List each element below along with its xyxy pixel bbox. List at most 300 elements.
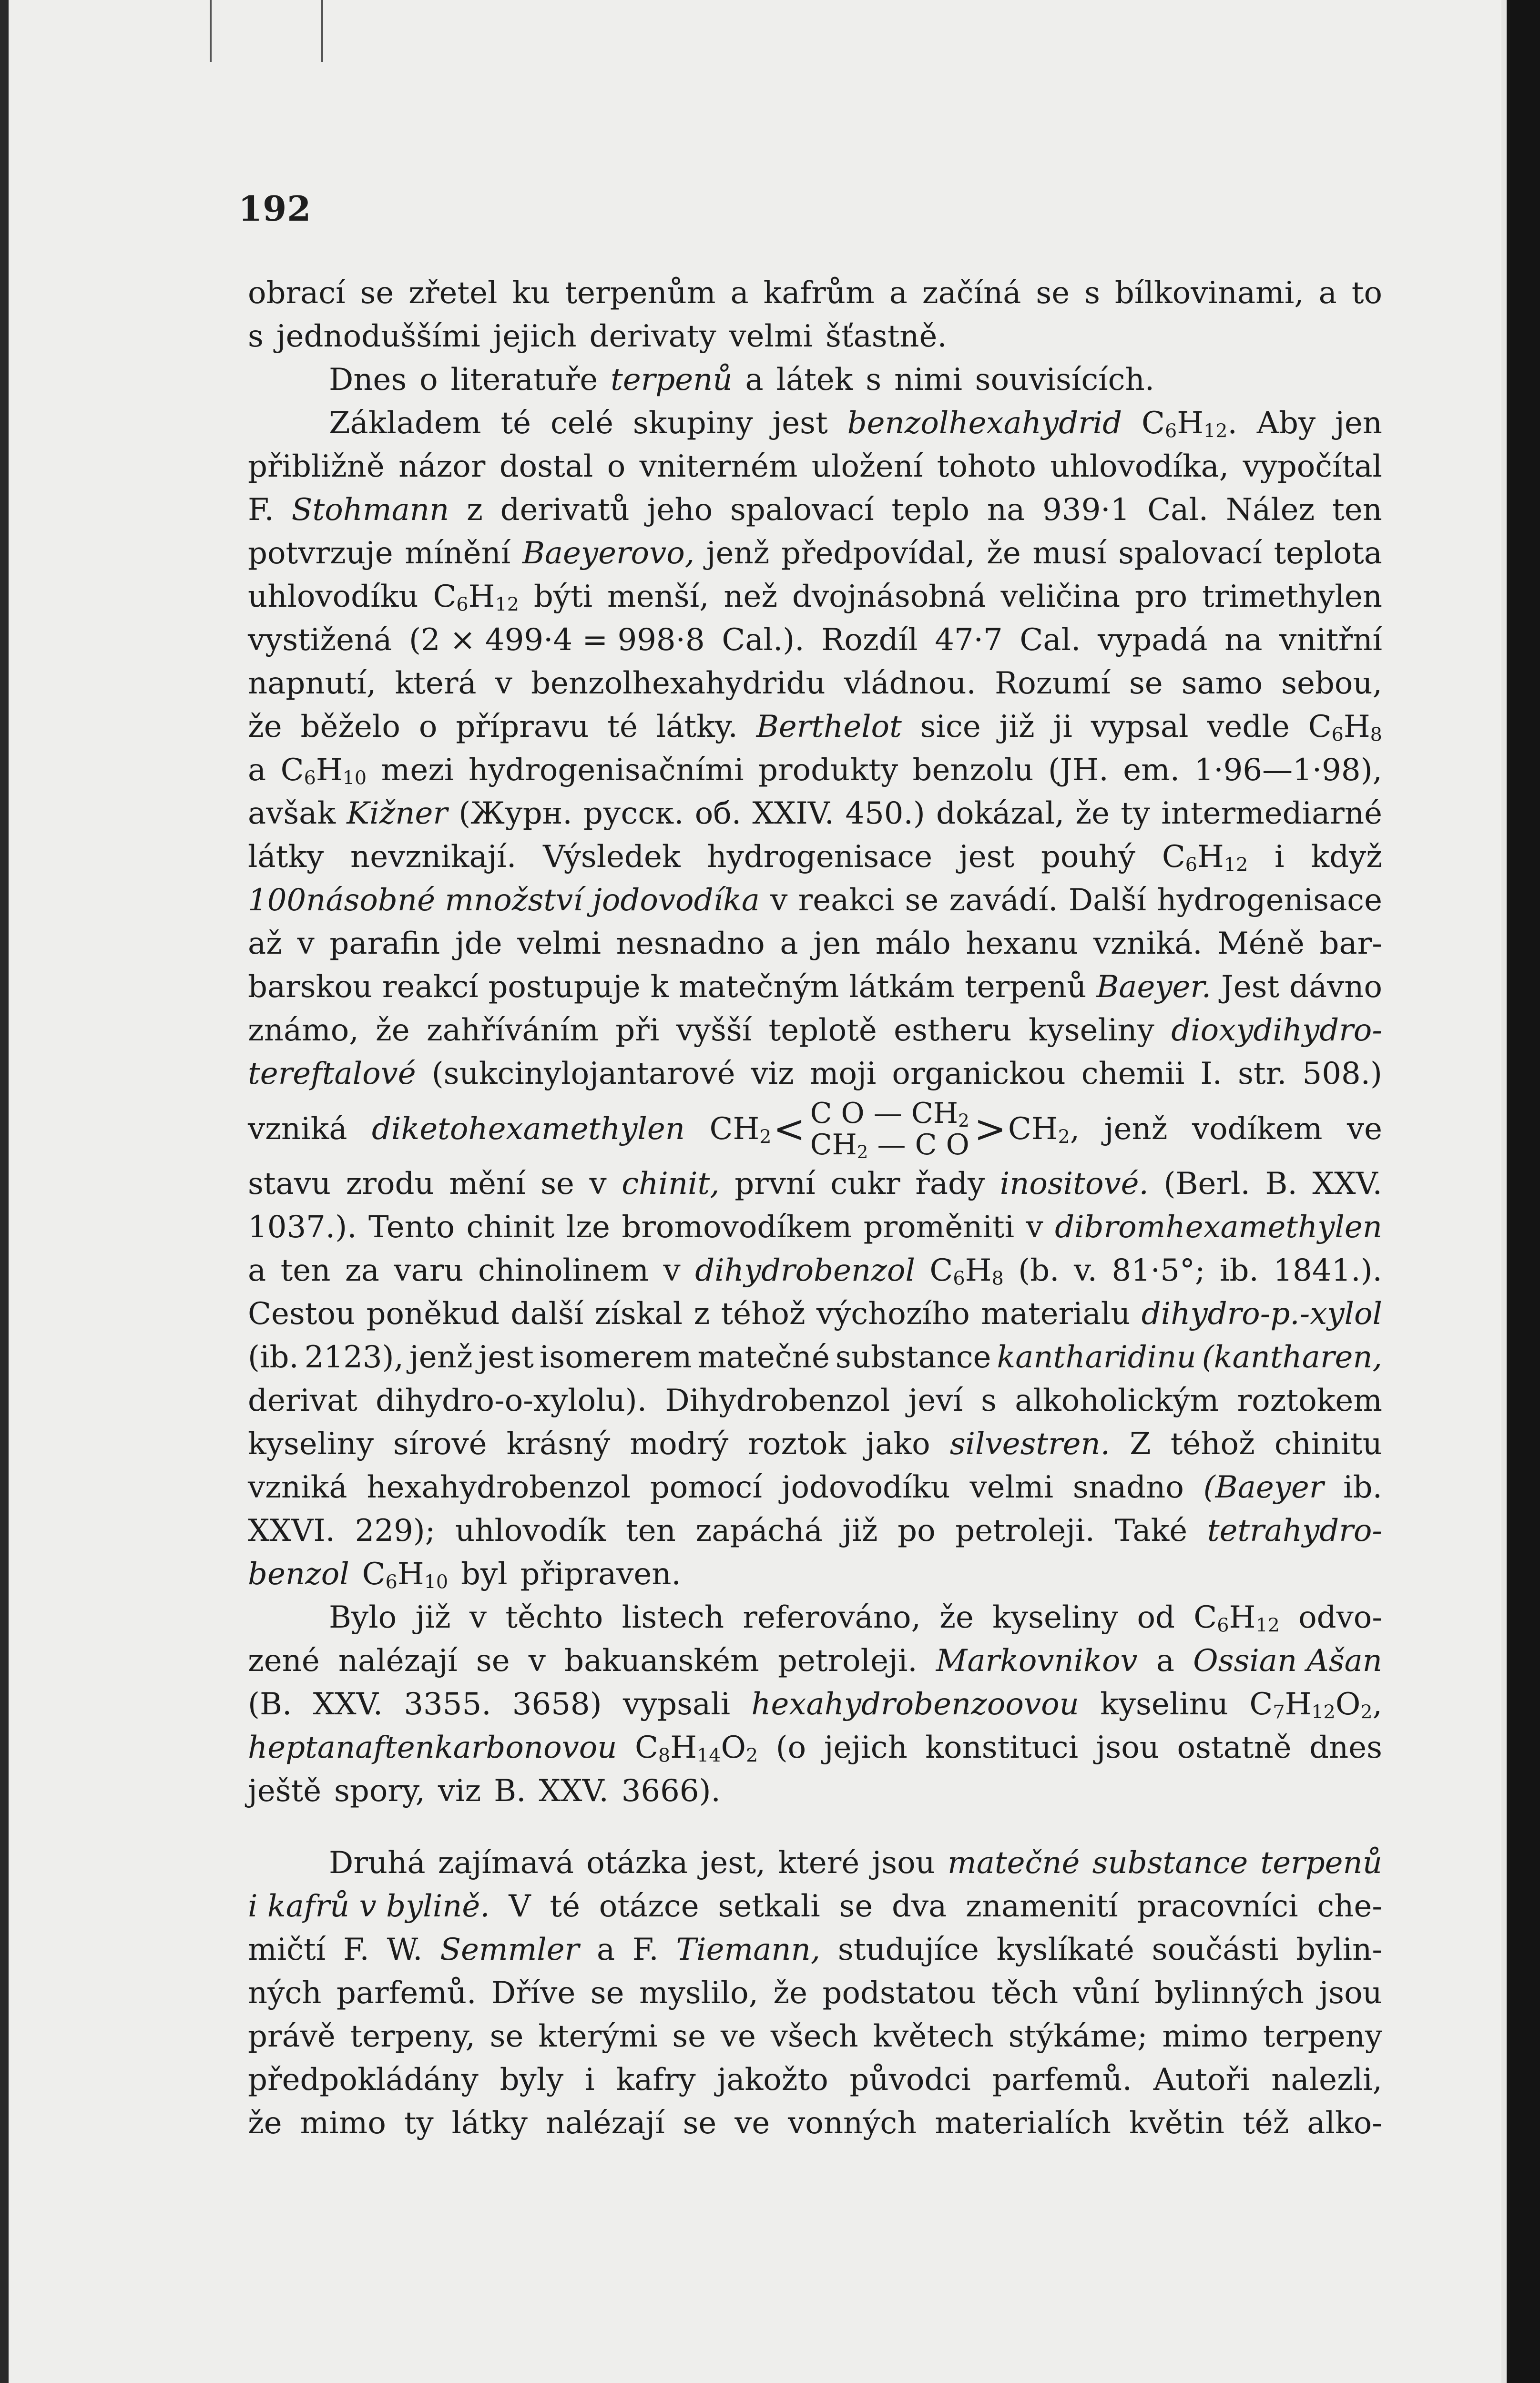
word: jednoduššími — [276, 319, 480, 354]
word: parfemů. — [336, 1976, 477, 2011]
word: kyseliny — [992, 1600, 1119, 1635]
word: i — [585, 2062, 595, 2098]
word-italic: (Baeyer — [1203, 1470, 1324, 1505]
word: vzniká — [248, 1111, 347, 1147]
word: ten — [1332, 492, 1382, 528]
text-line — [248, 272, 1382, 315]
formula-ch2-right: $CH_2$, — [1008, 1111, 1080, 1148]
word: B. — [494, 1773, 526, 1809]
word: (Berl. — [1163, 1166, 1250, 1202]
word-italic: Tiemann, — [676, 1932, 821, 1967]
word: běželo — [300, 709, 400, 744]
word: celé — [550, 406, 613, 441]
text-line — [248, 1466, 1382, 1509]
word: ib. — [1343, 1470, 1382, 1505]
word: derivaty — [589, 319, 716, 354]
word: ty — [1121, 796, 1151, 831]
word: Dihydrobenzol — [665, 1383, 890, 1418]
word: pouhý — [1040, 839, 1136, 875]
word: a — [745, 362, 764, 397]
word: Také — [1114, 1513, 1188, 1548]
word: při — [615, 1013, 660, 1048]
word: názor — [398, 449, 486, 484]
text-line — [248, 662, 1382, 705]
word: jenž — [1104, 1111, 1168, 1147]
word: že — [248, 709, 282, 744]
text-line — [248, 835, 1382, 879]
word: původci — [849, 2062, 971, 2098]
word-italic: benzol — [248, 1557, 349, 1592]
word: modrý — [630, 1426, 729, 1462]
word: která — [395, 666, 477, 701]
word: Jest — [1221, 969, 1280, 1005]
word: výchozího — [816, 1296, 970, 1332]
text-line — [248, 1972, 1382, 2015]
word: (ib. — [248, 1340, 299, 1375]
text-line — [248, 358, 1382, 402]
word: vonných — [788, 2106, 917, 2141]
word: se — [490, 2019, 524, 2054]
word: znamenití — [966, 1889, 1118, 1924]
text-line — [248, 402, 1382, 445]
word: v — [297, 926, 315, 961]
word: v — [495, 666, 512, 701]
word: snadno — [1072, 1470, 1184, 1505]
word: začíná — [922, 275, 1021, 311]
word: se — [905, 883, 939, 918]
word: reakci — [798, 883, 895, 918]
word: (o — [775, 1730, 806, 1765]
word: a — [1318, 275, 1337, 311]
formula-ch2-left: $CH_2$ — [709, 1111, 772, 1148]
text-line — [248, 489, 1382, 532]
word: řady — [915, 1166, 985, 1202]
word: derivat — [248, 1383, 357, 1418]
word: jodovodíku — [781, 1470, 950, 1505]
scan-edge-right — [1507, 0, 1540, 2383]
word: Z — [1130, 1426, 1151, 1462]
word-italic: chinit, — [622, 1166, 720, 1202]
word: trimethylen — [1202, 579, 1382, 614]
word: cukr — [830, 1166, 900, 1202]
word: benzolhexahydridu — [530, 666, 826, 701]
word: Aby — [1256, 406, 1316, 441]
word: Dříve — [491, 1976, 576, 2011]
word: referováno, — [743, 1600, 921, 1635]
text-line — [248, 1379, 1382, 1423]
word: se — [360, 275, 394, 311]
word: a — [730, 275, 749, 311]
word: organickou — [892, 1056, 1066, 1091]
word: samo — [1181, 666, 1263, 701]
word: uhlovodíka, — [1050, 449, 1229, 484]
word: vzniká — [248, 1470, 347, 1505]
word: mínění — [405, 536, 511, 571]
word: kafrům — [763, 275, 875, 311]
word: vůní — [1073, 1976, 1140, 2011]
word: jest — [772, 406, 828, 441]
word: též — [1243, 2106, 1289, 2141]
word-italic: tereftalové — [248, 1056, 416, 1091]
word: nesnadno — [616, 926, 765, 961]
word: vodíkem — [1192, 1111, 1323, 1147]
word: uložení — [811, 449, 923, 484]
word: a — [889, 275, 908, 311]
word: v — [528, 1643, 546, 1679]
text-line — [248, 1683, 1382, 1726]
word-italic: Semmler — [440, 1932, 580, 1967]
word-italic: dihydrobenzol — [695, 1253, 915, 1288]
word: vzniká. — [1093, 926, 1203, 961]
word-italic: inositové. — [999, 1166, 1149, 1202]
word: otázka — [586, 1845, 688, 1881]
word: materialích — [935, 2106, 1112, 2141]
word: na — [1224, 622, 1263, 658]
text-line — [248, 2058, 1382, 2102]
word: studujíce — [837, 1932, 979, 1967]
word: V — [509, 1889, 531, 1924]
word-italic: Markovnikov — [936, 1643, 1138, 1679]
word: ještě — [248, 1773, 322, 1809]
word: nimi — [894, 362, 962, 397]
word: již — [842, 1513, 878, 1548]
word-italic: Ossian Ašan — [1193, 1643, 1382, 1679]
word: za — [345, 1253, 379, 1288]
word-italic: dibromhexamethylen — [1055, 1210, 1382, 1245]
word: Druhá — [329, 1845, 426, 1881]
word: terpeny, — [350, 2019, 475, 2054]
word: postupuje — [488, 969, 641, 1005]
word: té — [500, 406, 531, 441]
word: Autoři — [1153, 2062, 1250, 2098]
word: viz — [438, 1773, 481, 1809]
word: květin — [1129, 2106, 1225, 2141]
word: XXIV. — [752, 796, 835, 831]
word: 47·7 — [935, 622, 1003, 658]
word: sírové — [393, 1426, 487, 1462]
word: bylinných — [1154, 1976, 1304, 2011]
word: 1·96—1·98), — [1194, 753, 1382, 788]
word: menší, — [607, 579, 709, 614]
word: kafry — [616, 2062, 696, 2098]
chemical-formula — [710, 1096, 1080, 1162]
word: z — [694, 1296, 710, 1332]
word: roztok — [748, 1426, 846, 1462]
word: bakuanském — [564, 1643, 759, 1679]
word: petroleji. — [777, 1643, 918, 1679]
word: součásti — [1152, 1932, 1279, 1967]
word: o — [607, 449, 626, 484]
word: mezi — [381, 753, 454, 788]
word: $C_6H_8$ — [1308, 709, 1382, 746]
word: a — [1156, 1643, 1174, 1679]
word: získal — [594, 1296, 683, 1332]
word: předpovídal, — [781, 536, 975, 571]
word: 3666). — [621, 1773, 721, 1809]
text-line — [248, 1162, 1382, 1206]
word: Cal. — [1020, 622, 1081, 658]
word-italic: dihydro-p.-xylol — [1141, 1296, 1382, 1332]
word: literatuře — [450, 362, 598, 397]
word: ve — [720, 2019, 756, 2054]
word: isomerem — [539, 1340, 692, 1375]
word-italic: Baeyerovo, — [522, 536, 695, 571]
word-italic: dioxydihydro- — [1171, 1013, 1382, 1048]
word: Cal. — [1147, 492, 1209, 528]
text-line — [248, 1249, 1382, 1293]
word: substance — [835, 1340, 991, 1375]
word: šťastně. — [826, 319, 947, 354]
word: zahříváním — [427, 1013, 599, 1048]
word: dnes — [1309, 1730, 1382, 1765]
word: které — [778, 1845, 860, 1881]
word: ty — [404, 2106, 434, 2141]
word: dvojnásobná — [792, 579, 986, 614]
word: B. — [1265, 1166, 1297, 1202]
word: 81·5°; — [1112, 1253, 1205, 1288]
word: nalézají — [338, 1643, 458, 1679]
word: $C_6H_{12}$ — [1162, 839, 1248, 876]
word: 1841.). — [1273, 1253, 1382, 1288]
scan-edge-left — [0, 0, 9, 2383]
word: se — [683, 2106, 717, 2141]
word: terpeny — [1263, 2019, 1382, 2054]
word: jest — [959, 839, 1015, 875]
word: vystižená — [248, 622, 392, 658]
word: $C_6H_{10}$ — [280, 753, 367, 789]
word: F. — [632, 1932, 659, 1967]
word: XXV. — [539, 1773, 609, 1809]
word: F. — [343, 1932, 369, 1967]
word: o — [418, 709, 438, 744]
word: to — [1351, 275, 1382, 311]
word: od — [1137, 1600, 1175, 1635]
word: hexahydrobenzol — [367, 1470, 631, 1505]
word: (sukcinylojantarové — [431, 1056, 735, 1091]
word: (2 × 499·4 = 998·8 — [408, 622, 705, 658]
word-italic: benzolhexahydrid — [847, 406, 1122, 441]
word: mění — [449, 1166, 526, 1202]
word: musí — [1032, 536, 1107, 571]
word-italic: kantharidinu — [997, 1340, 1196, 1375]
word: v — [770, 883, 788, 918]
text-line — [248, 1842, 1382, 1885]
word-italic: i kafrů v bylině. — [248, 1889, 490, 1924]
word: podstatou — [822, 1976, 977, 2011]
word: pracovníci — [1137, 1889, 1298, 1924]
word: sice — [920, 709, 981, 744]
word: málo — [875, 926, 951, 961]
word: alko- — [1307, 2106, 1382, 2141]
word: petroleji. — [955, 1513, 1095, 1548]
word: jakožto — [717, 2062, 828, 2098]
word: látky. — [656, 709, 738, 744]
word: XXV. — [1312, 1166, 1382, 1202]
word: matečné — [697, 1340, 830, 1375]
word: zřetel — [408, 275, 498, 311]
word: uhlovodíku — [248, 579, 418, 614]
word: avšak — [248, 796, 336, 831]
word: téhož — [1170, 1426, 1255, 1462]
text-line — [248, 575, 1382, 619]
word: v — [589, 1166, 607, 1202]
word: přípravu — [456, 709, 589, 744]
word: hydrogenisace — [707, 839, 933, 875]
text-line — [248, 1640, 1382, 1683]
body-text — [248, 272, 1382, 2145]
word: ib. — [1220, 1253, 1259, 1288]
word: s — [981, 1383, 997, 1418]
word: po — [897, 1513, 936, 1548]
word: té — [550, 1889, 580, 1924]
word: sebou, — [1281, 666, 1382, 701]
word: jsou — [1096, 1730, 1159, 1765]
word: vnitřní — [1279, 622, 1382, 658]
word: mičtí — [248, 1932, 326, 1967]
word: látek — [776, 362, 853, 397]
word: dávno — [1289, 969, 1382, 1005]
word: lze — [566, 1210, 610, 1245]
word-italic: silvestren. — [949, 1426, 1111, 1462]
word: об. — [694, 796, 742, 831]
word: se — [476, 1643, 510, 1679]
word: ve — [1346, 1111, 1382, 1147]
word: nalezli, — [1271, 2062, 1382, 2098]
word: veličina — [1000, 579, 1121, 614]
word: varu — [394, 1253, 464, 1288]
word: odvo- — [1298, 1600, 1382, 1635]
word-italic: terpenů — [611, 362, 733, 397]
word: zapáchá — [695, 1513, 823, 1548]
word: souvisících. — [975, 362, 1155, 397]
word: kyselinu — [1100, 1687, 1229, 1722]
word: jde — [455, 926, 502, 961]
word: na — [987, 492, 1025, 528]
word: látky — [248, 839, 324, 875]
word: derivatů — [500, 492, 630, 528]
word: (JH. — [1048, 753, 1109, 788]
word-italic: terpenů — [1260, 1845, 1382, 1881]
word: (b. — [1018, 1253, 1060, 1288]
text-line — [248, 1009, 1382, 1052]
word: potvrzuje — [248, 536, 393, 571]
text-line — [248, 315, 1382, 358]
word: přibližně — [248, 449, 385, 484]
word: již — [415, 1600, 451, 1635]
word: teplo — [891, 492, 970, 528]
formula-ring — [810, 1098, 969, 1161]
word: str. — [1238, 1056, 1287, 1091]
word: když — [1311, 839, 1382, 875]
word: v. — [1074, 1253, 1097, 1288]
word: ten — [280, 1253, 331, 1288]
text-line — [248, 2015, 1382, 2058]
word: všech — [770, 2019, 858, 2054]
word: W. — [387, 1932, 423, 1967]
text-line — [248, 1206, 1382, 1249]
word: kterými — [538, 2019, 658, 2054]
word: Výsledek — [543, 839, 681, 875]
word: se — [839, 1889, 873, 1924]
word: že — [248, 2106, 282, 2141]
text-line — [248, 619, 1382, 662]
word: I. — [1200, 1056, 1222, 1091]
word: produkty — [758, 753, 898, 788]
word: $C_7H_{12}O_2$, — [1249, 1687, 1382, 1723]
word: kyseliny — [1028, 1013, 1154, 1048]
word: dva — [891, 1889, 947, 1924]
word: ten — [626, 1513, 676, 1548]
word: zavádí. — [949, 883, 1058, 918]
word: F. — [248, 492, 274, 528]
word: krásný — [506, 1426, 611, 1462]
word: než — [724, 579, 778, 614]
word: terpenům — [565, 275, 716, 311]
text-line — [248, 532, 1382, 575]
word: že — [1075, 796, 1110, 831]
word: 450.) — [845, 796, 925, 831]
word: v — [663, 1253, 681, 1288]
word: proměniti — [863, 1210, 1015, 1245]
word: XXVI. — [248, 1513, 335, 1548]
word: jen — [813, 926, 861, 961]
word-italic: diketohexamethylen — [372, 1111, 685, 1147]
word: obrací — [248, 275, 346, 311]
word: ku — [512, 275, 551, 311]
word: dihydro-o-xylolu). — [376, 1383, 647, 1418]
word: otázce — [599, 1889, 699, 1924]
word: Tento — [368, 1210, 455, 1245]
word: 3658) — [512, 1687, 602, 1722]
word: myslilo, — [639, 1976, 758, 2011]
text-line — [248, 1052, 1382, 1096]
word: jsou — [872, 1845, 935, 1881]
word: vyšší — [676, 1013, 752, 1048]
text-line — [248, 749, 1382, 792]
word: již — [999, 709, 1035, 744]
word: Rozumí — [995, 666, 1111, 701]
word: těch — [991, 1976, 1059, 2011]
word-italic: heptanaftenkarbonovou — [248, 1730, 617, 1765]
word: vypsali — [622, 1687, 731, 1722]
word: s — [1084, 275, 1100, 311]
word: a — [248, 1253, 266, 1288]
word: bylin- — [1296, 1932, 1382, 1967]
word: právě — [248, 2019, 336, 2054]
word: moji — [809, 1056, 877, 1091]
word: vniterném — [639, 449, 798, 484]
word: připraven. — [520, 1557, 681, 1592]
word: dostal — [499, 449, 593, 484]
word: $C_8H_{14}O_2$ — [634, 1730, 758, 1767]
word: i — [1275, 839, 1285, 875]
word: dokázal, — [936, 796, 1065, 831]
word: se — [541, 1166, 574, 1202]
word: uhlovodík — [455, 1513, 606, 1548]
word: alkoholickým — [1015, 1383, 1219, 1418]
word: $C_6H_8$ — [929, 1253, 1004, 1290]
word: jest — [478, 1340, 534, 1375]
word: spory, — [334, 1773, 425, 1809]
word: pro — [1135, 579, 1188, 614]
word: býti — [533, 579, 593, 614]
word: velmi — [517, 926, 601, 961]
word: chemii — [1081, 1056, 1185, 1091]
word: z — [467, 492, 483, 528]
formula-line — [248, 1096, 1382, 1162]
word: estheru — [894, 1013, 1012, 1048]
word: 939·1 — [1042, 492, 1130, 528]
